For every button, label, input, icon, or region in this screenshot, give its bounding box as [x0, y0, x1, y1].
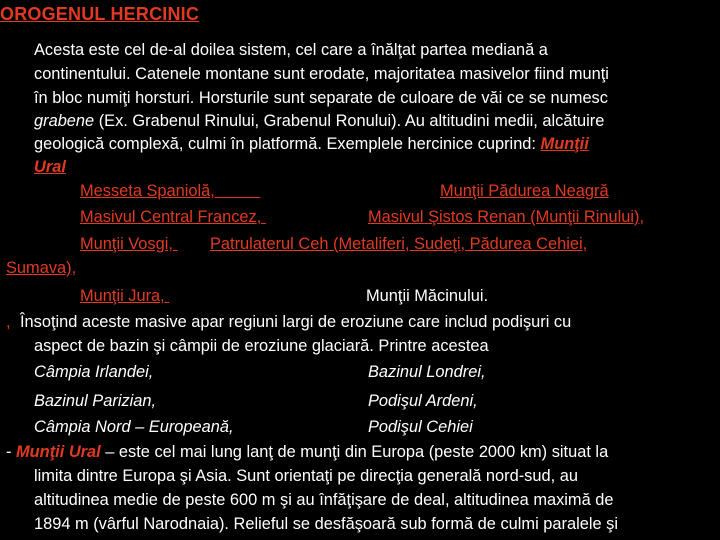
link-masivul-central-francez[interactable]: Masivul Central Francez,	[80, 208, 266, 226]
intro-line-4-text: (Ex. Grabenul Rinului, Grabenul Ronului). Au altitudini medii, alcătuire	[94, 112, 605, 130]
grabene-term: grabene	[34, 112, 95, 130]
link-patrulaterul-ceh[interactable]: Patrulaterul Ceh (Metaliferi, Sudeţi, Pădurea Cehiei,	[210, 235, 588, 253]
link-sumava[interactable]: Sumava),	[6, 259, 77, 277]
intro-line-6	[34, 155, 66, 179]
link-messeta-spaniola[interactable]: Messeta Spaniolă,	[80, 182, 261, 200]
page-title: OROGENUL HERCINIC	[0, 4, 200, 24]
intro-line-1: Acesta este cel de-al doilea sistem, cel care a înălţat partea mediană a	[34, 41, 548, 59]
para2-line-2: aspect de bazin şi câmpii de eroziune glaciară. Printre acestea	[34, 337, 489, 355]
campia-irlandei: Câmpia Irlandei,	[34, 363, 154, 381]
intro-line-5-text: geologică complexă, culmi în platformă. Exemplele hercinice cuprind:	[34, 135, 541, 153]
link-muntii-jura[interactable]: Munţii Jura,	[80, 287, 170, 305]
para3-line-3: altitudinea medie de peste 600 m şi au înfăţişare de deal, altitudinea maximă de	[34, 491, 614, 509]
muntii-macinului: Munţii Măcinului.	[366, 287, 489, 305]
para2-line-1: Însoţind aceste masive apar regiuni largi de eroziune care includ podişuri cu	[20, 313, 572, 331]
link-muntii-vosgi[interactable]: Munţii Vosgi,	[80, 235, 178, 253]
bazinul-londrei: Bazinul Londrei,	[368, 363, 486, 381]
link-muntii-ural-part1[interactable]: Munţii	[540, 135, 589, 153]
link-masivul-sistos-renan[interactable]: Masivul Şistos Renan (Munţii Rinului),	[368, 208, 645, 226]
intro-line-4	[34, 109, 604, 133]
podisul-ardeni: Podişul Ardeni,	[368, 392, 478, 410]
campia-nord-europeana: Câmpia Nord – Europeană,	[34, 418, 234, 436]
bullet-comma: ,	[6, 313, 11, 331]
dash-bullet: -	[6, 443, 17, 461]
podisul-cehiei: Podişul Cehiei	[368, 418, 473, 436]
intro-line-3: în bloc numiţi horsturi. Horsturile sunt separate de culoare de văi ce se numesc	[34, 89, 608, 107]
para3-line-1-text: – este cel mai lung lanţ de munţi din Europa (peste 2000 km) situat la	[100, 443, 609, 461]
para3-line-4: 1894 m (vârful Narodnaia). Relieful se desfăşoară sub formă de culmi paralele şi	[34, 515, 618, 533]
link-muntii-ural-part2[interactable]: Ural	[34, 158, 66, 176]
muntii-ural-label: Munţii Ural	[16, 443, 101, 461]
intro-line-5	[34, 132, 589, 156]
para3-line-1	[6, 440, 608, 464]
para3-line-2: limita dintre Europa şi Asia. Sunt orientaţi pe direcţia generală nord-sud, au	[34, 467, 578, 485]
bazinul-parizian: Bazinul Parizian,	[34, 392, 157, 410]
intro-line-2: continentului. Catenele montane sunt erodate, majoritatea masivelor fiind munţi	[34, 65, 609, 83]
link-padurea-neagra[interactable]: Munţii Pădurea Neagră	[440, 182, 609, 200]
